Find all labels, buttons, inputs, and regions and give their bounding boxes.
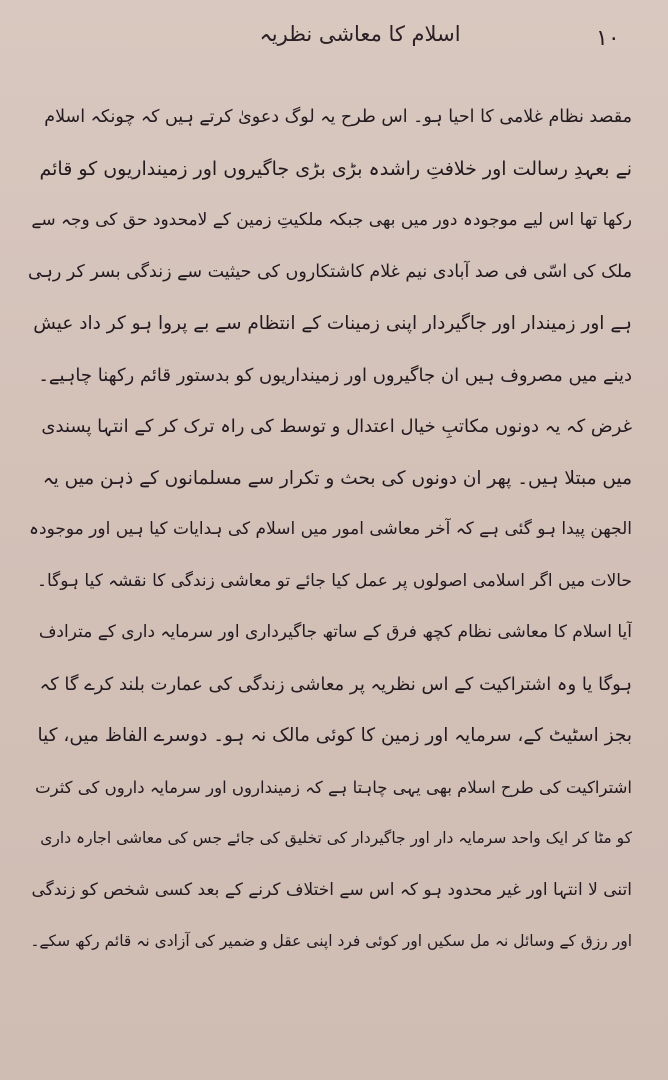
text-line: آیا اسلام کا معاشی نظام کچھ فرق کے ساتھ جاگیرداری اور سرمایہ داری کے مترادف [38, 622, 632, 642]
text-line: اور رزق کے وسائل نہ مل سکیں اور کوئی فرد اپنی عقل و ضمیر کی آزادی نہ قائم رکھ سکے۔ [30, 932, 632, 950]
text-line: حالات میں اگر اسلامی اصولوں پر عمل کیا جائے تو معاشی زندگی کا نقشہ کیا ہوگا۔ [37, 570, 632, 591]
text-line: الجھن پیدا ہو گئی ہے کہ آخر معاشی امور میں اسلام کی ہدایات کیا ہیں اور موجودہ [29, 519, 632, 539]
text-line: ہے اور زمیندار اور جاگیردار اپنی زمینات کے انتظام سے بے پروا ہو کر داد عیش [33, 313, 632, 334]
page-header [0, 18, 668, 58]
text-line: مقصد نظام غلامی کا احیا ہو۔ اس طرح یہ لوگ دعویٰ کرتے ہیں کہ چونکہ اسلام [44, 107, 632, 127]
text-line: رکھا تھا اس لیے موجودہ دور میں بھی جبکہ ملکیتِ زمین کے لامحدود حق کی وجہ سے [31, 210, 632, 230]
text-line: غرض کہ یہ دونوں مکاتبِ خیال اعتدال و توسط کی راہ ترک کر کے انتہا پسندی [41, 416, 632, 437]
text-line: اتنی لا انتہا اور غیر محدود ہو کہ اس سے اختلاف کرنے کے بعد کسی شخص کو زندگی [31, 879, 632, 900]
page-number: ١٠ [596, 26, 620, 51]
text-line: اشتراکیت کی طرح اسلام بھی یہی چاہتا ہے کہ زمینداروں اور سرمایہ داروں کی کثرت [35, 777, 632, 797]
body-text [28, 92, 632, 968]
text-line: میں مبتلا ہیں۔ پھر ان دونوں کی بحث و تکرار سے مسلمانوں کے ذہن میں یہ [42, 467, 632, 489]
text-line: نے بعہدِ رسالت اور خلافتِ راشدہ بڑی بڑی جاگیروں اور زمینداریوں کو قائم [39, 157, 632, 180]
text-line: بجز اسٹیٹ کے، سرمایہ اور زمین کا کوئی مالک نہ ہو۔ دوسرے الفاظ میں، کیا [37, 725, 632, 746]
text-line: ہوگا یا وہ اشتراکیت کے اس نظریہ پر معاشی زندگی کی عمارت بلند کرے گا کہ [39, 673, 632, 695]
text-line: دینے میں مصروف ہیں ان جاگیروں اور زمینداریوں کو بدستور قائم رکھنا چاہیے۔ [38, 364, 632, 386]
text-line: کو مٹا کر ایک واحد سرمایہ دار اور جاگیردار کی تخلیق کی جائے جس کی معاشی اجارہ داری [40, 829, 632, 847]
text-line: ملک کی اسّی فی صد آبادی نیم غلام کاشتکاروں کی حیثیت سے زندگی بسر کر رہی [28, 261, 632, 282]
running-title: اسلام کا معاشی نظریہ [259, 22, 461, 46]
